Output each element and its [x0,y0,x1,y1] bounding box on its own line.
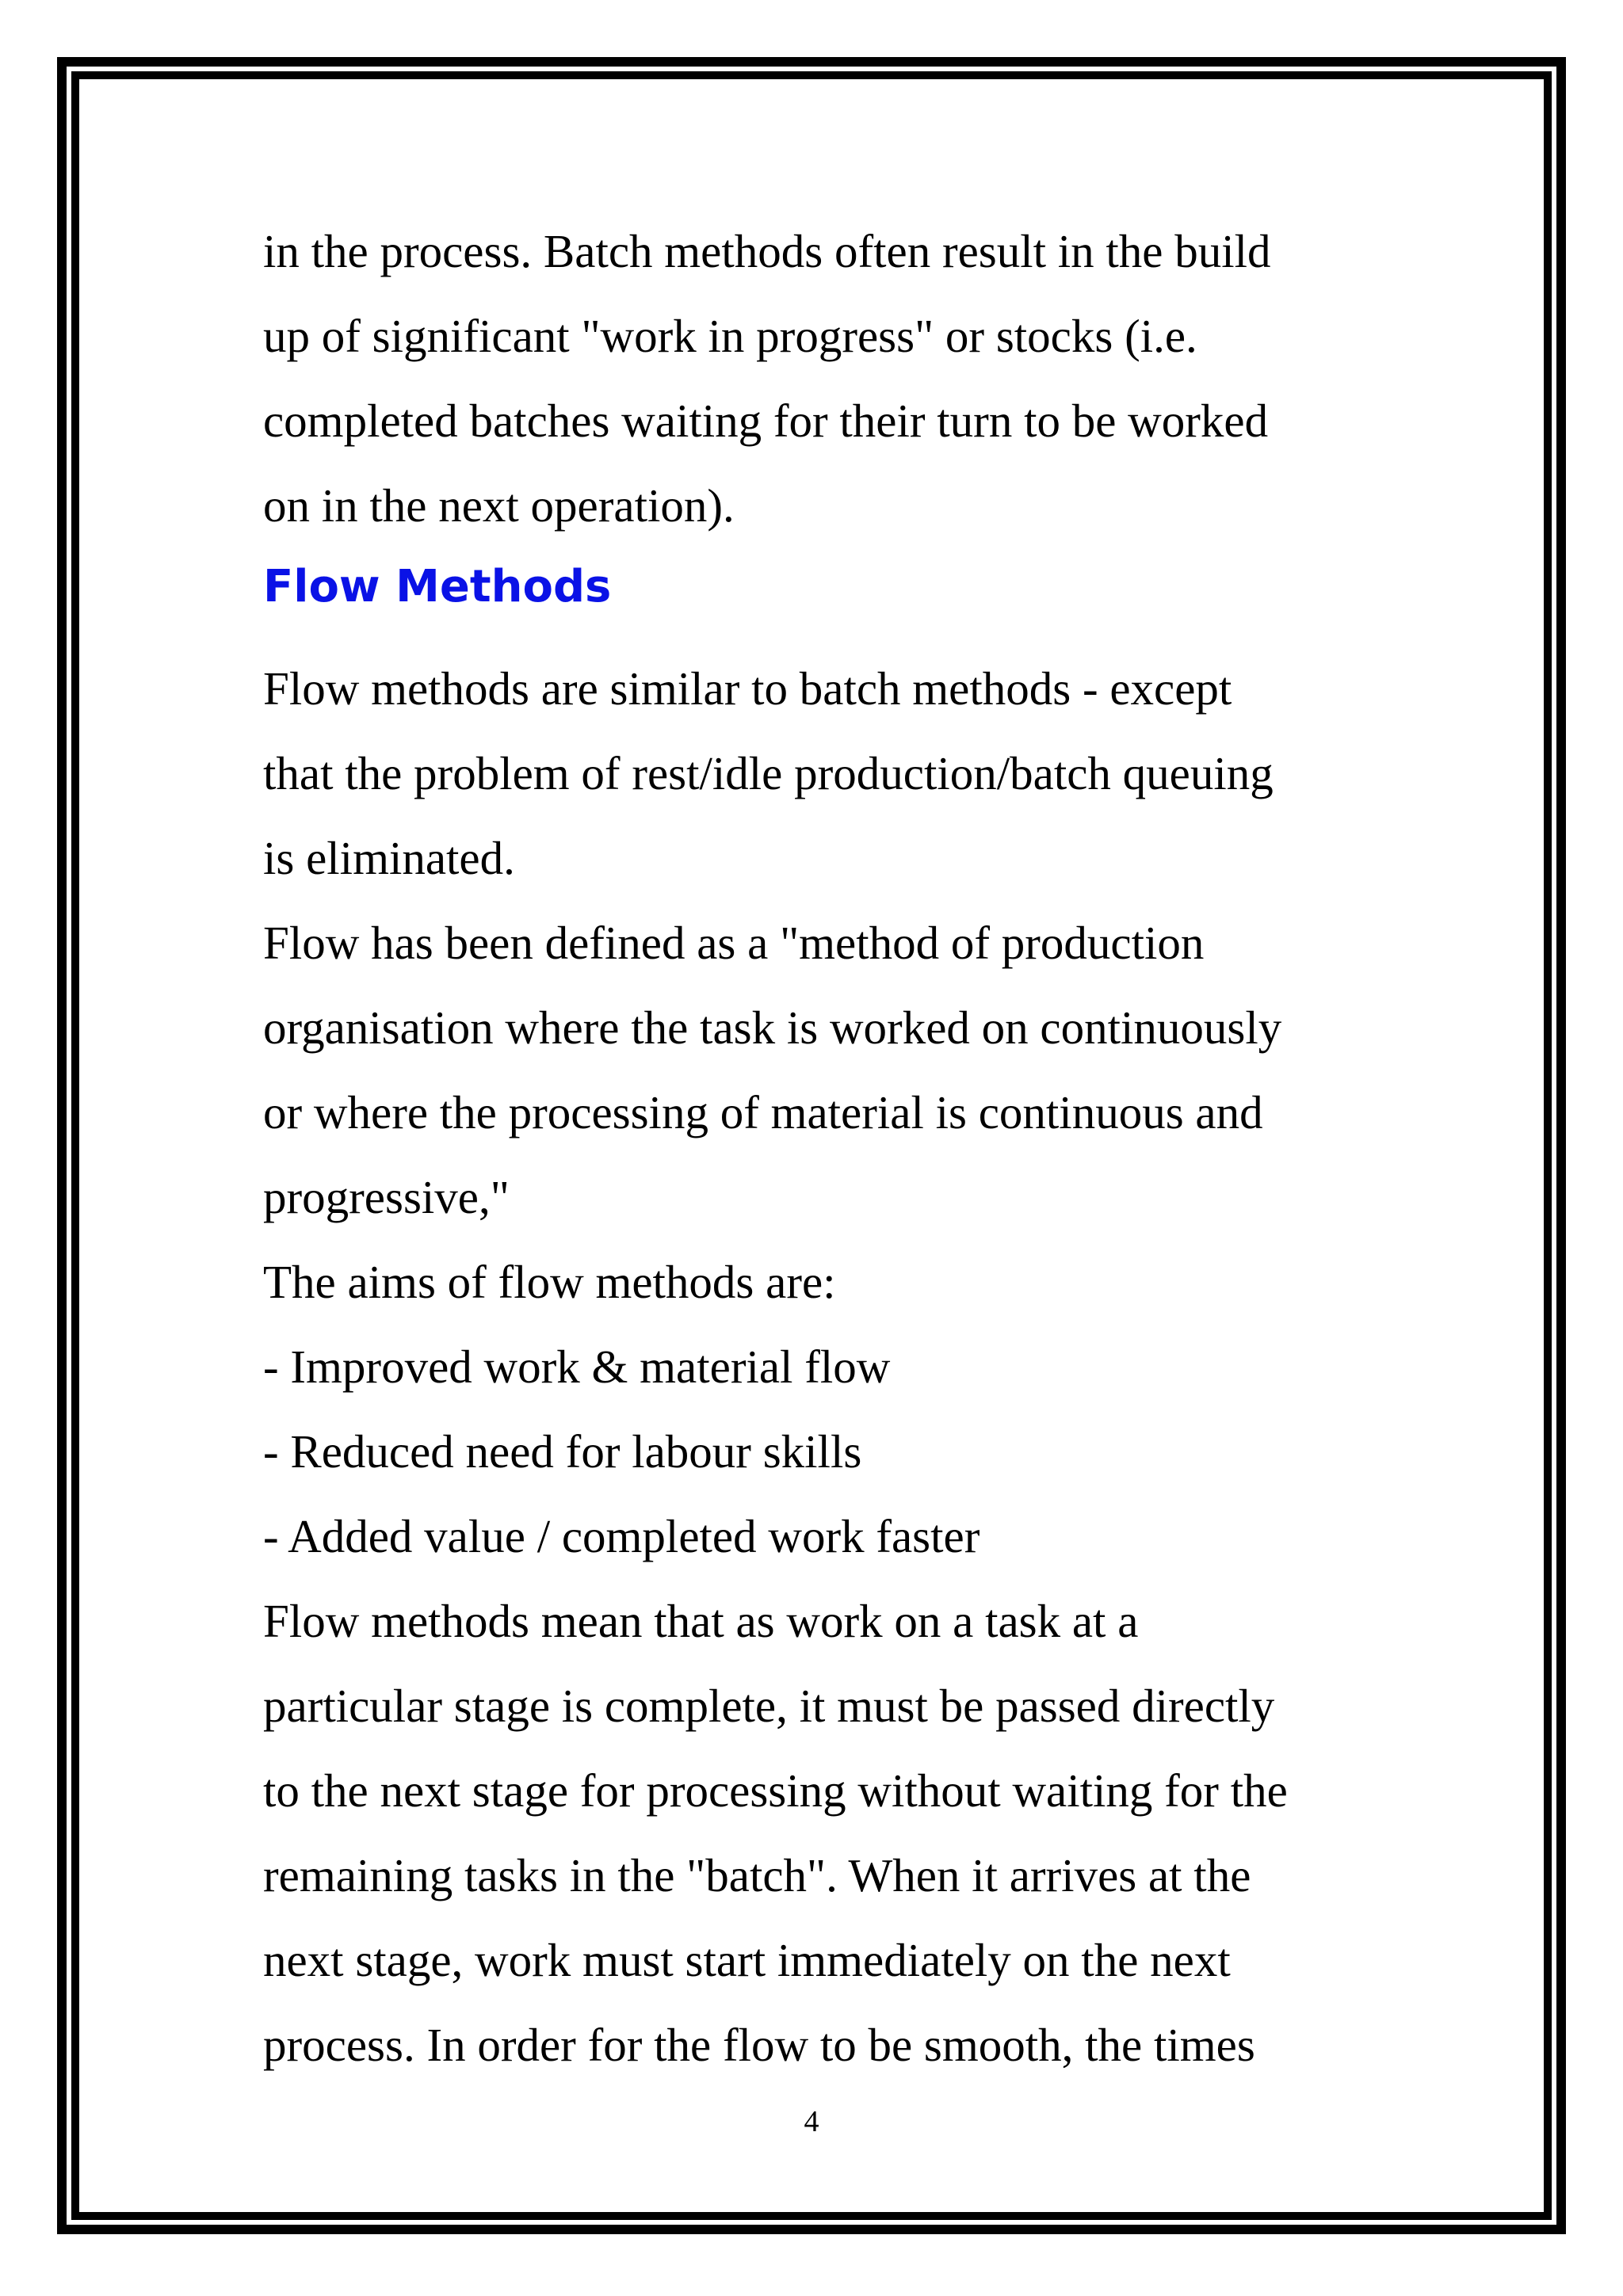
page-number: 4 [804,2105,819,2138]
paragraph-flow-definition [263,901,1404,1240]
paragraph-batch-continued [263,209,1404,548]
text-line: is eliminated. [263,832,515,884]
aims-list-item: - Improved work & material flow [263,1341,891,1393]
text-line: particular stage is complete, it must be passed directly [263,1680,1275,1732]
paragraph-flow-explanation [263,1579,1404,2088]
text-line: in the process. Batch methods often result in the build [263,225,1271,277]
text-line: up of significant "work in progress" or stocks (i.e. [263,310,1197,362]
text-line: progressive," [263,1171,510,1223]
text-line: completed batches waiting for their turn to be worked [263,395,1269,447]
section-heading: Flow Methods [263,561,612,612]
text-line: Flow methods are similar to batch methods - except [263,662,1232,715]
page-content [263,209,1404,2088]
aims-list-item: - Added value / completed work faster [263,1510,980,1562]
aims-intro: The aims of flow methods are: [263,1256,836,1308]
text-line: to the next stage for processing without waiting for the [263,1764,1288,1817]
text-line: or where the processing of material is continuous and [263,1086,1263,1138]
aims-list [263,1325,1404,1579]
aims-list-item: - Reduced need for labour skills [263,1425,862,1478]
text-line: Flow has been defined as a "method of production [263,917,1205,969]
text-line: next stage, work must start immediately on the next [263,1934,1231,1986]
text-line: organisation where the task is worked on continuously [263,1001,1282,1054]
text-line: on in the next operation). [263,479,735,532]
text-line: process. In order for the flow to be smooth, the times [263,2019,1255,2071]
text-line: remaining tasks in the "batch". When it arrives at the [263,1849,1251,1901]
text-line: that the problem of rest/idle production/batch queuing [263,747,1274,799]
text-line: Flow methods mean that as work on a task at a [263,1595,1139,1647]
paragraph-flow-intro [263,646,1404,901]
